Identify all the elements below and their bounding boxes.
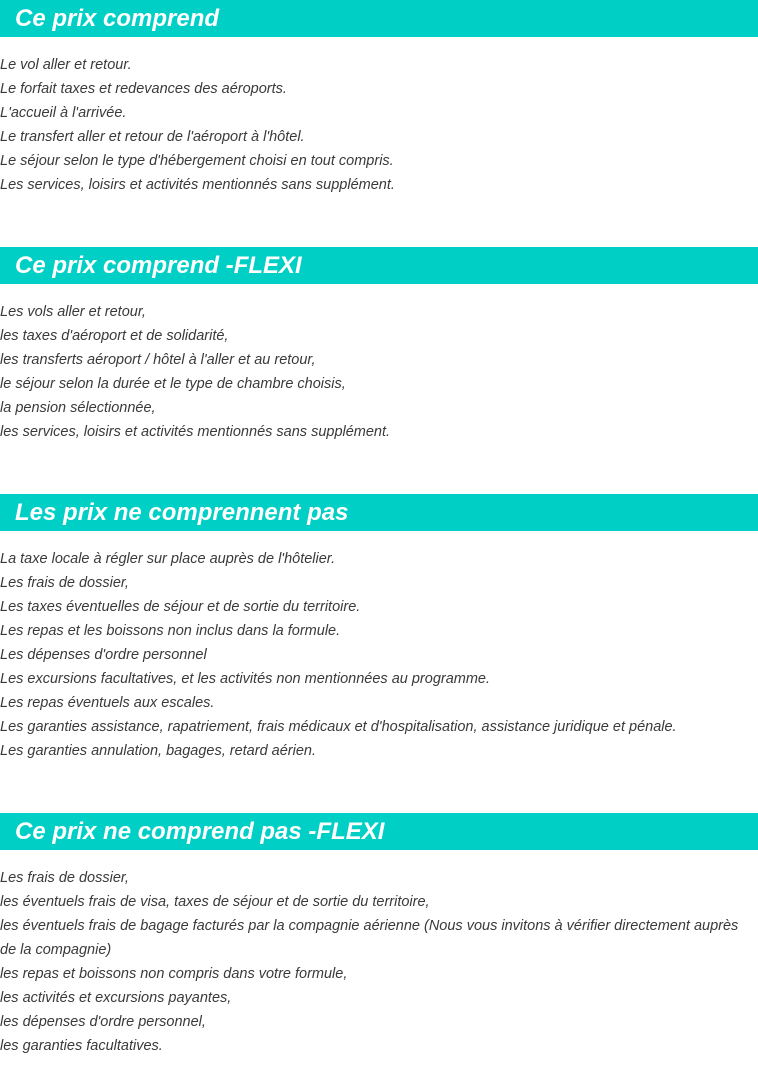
list-item: Les frais de dossier,: [0, 575, 129, 591]
list-item: Les garanties assistance, rapatriement, frais médicaux et d'hospitalisation, assistance juridique et pénale.: [0, 719, 677, 735]
list-item: Le forfait taxes et redevances des aéroports.: [0, 81, 287, 97]
section-title: Ce prix comprend -FLEXI: [0, 247, 758, 284]
list-item: les repas et boissons non compris dans votre formule,: [0, 966, 348, 982]
section-price-includes: [0, 0, 758, 197]
list-item: les transferts aéroport / hôtel à l'aller et au retour,: [0, 352, 316, 368]
list-item: les éventuels frais de visa, taxes de séjour et de sortie du territoire,: [0, 894, 430, 910]
list-item: le séjour selon la durée et le type de chambre choisis,: [0, 376, 346, 392]
list-item: les garanties facultatives.: [0, 1038, 163, 1054]
list-item: Le vol aller et retour.: [0, 57, 132, 73]
list-item: les éventuels frais de bagage facturés par la compagnie aérienne (Nous vous invitons à vérifier directement auprès de la compagnie): [0, 918, 739, 958]
section-list: [0, 547, 758, 763]
list-item: Le séjour selon le type d'hébergement choisi en tout compris.: [0, 153, 394, 169]
list-item: les dépenses d'ordre personnel,: [0, 1014, 206, 1030]
section-price-includes-flexi: [0, 247, 758, 444]
section-price-excludes: [0, 494, 758, 763]
list-item: Les repas éventuels aux escales.: [0, 695, 215, 711]
list-item: Les frais de dossier,: [0, 870, 129, 886]
section-list: [0, 53, 758, 197]
section-list: [0, 866, 758, 1058]
list-item: Les taxes éventuelles de séjour et de sortie du territoire.: [0, 599, 361, 615]
section-list: [0, 300, 758, 444]
list-item: les activités et excursions payantes,: [0, 990, 232, 1006]
section-price-excludes-flexi: [0, 813, 758, 1058]
section-title: Les prix ne comprennent pas: [0, 494, 758, 531]
list-item: Les dépenses d'ordre personnel: [0, 647, 207, 663]
section-title: Ce prix ne comprend pas -FLEXI: [0, 813, 758, 850]
list-item: Les services, loisirs et activités mentionnés sans supplément.: [0, 177, 395, 193]
section-title: Ce prix comprend: [0, 0, 758, 37]
list-item: la pension sélectionnée,: [0, 400, 156, 416]
list-item: les taxes d'aéroport et de solidarité,: [0, 328, 229, 344]
list-item: Les vols aller et retour,: [0, 304, 146, 320]
list-item: Les excursions facultatives, et les activités non mentionnées au programme.: [0, 671, 491, 687]
list-item: les services, loisirs et activités mentionnés sans supplément.: [0, 424, 391, 440]
list-item: Les repas et les boissons non inclus dans la formule.: [0, 623, 341, 639]
list-item: Les garanties annulation, bagages, retard aérien.: [0, 743, 316, 759]
list-item: Le transfert aller et retour de l'aéroport à l'hôtel.: [0, 129, 305, 145]
list-item: La taxe locale à régler sur place auprès de l'hôtelier.: [0, 551, 336, 567]
list-item: L'accueil à l'arrivée.: [0, 105, 127, 121]
